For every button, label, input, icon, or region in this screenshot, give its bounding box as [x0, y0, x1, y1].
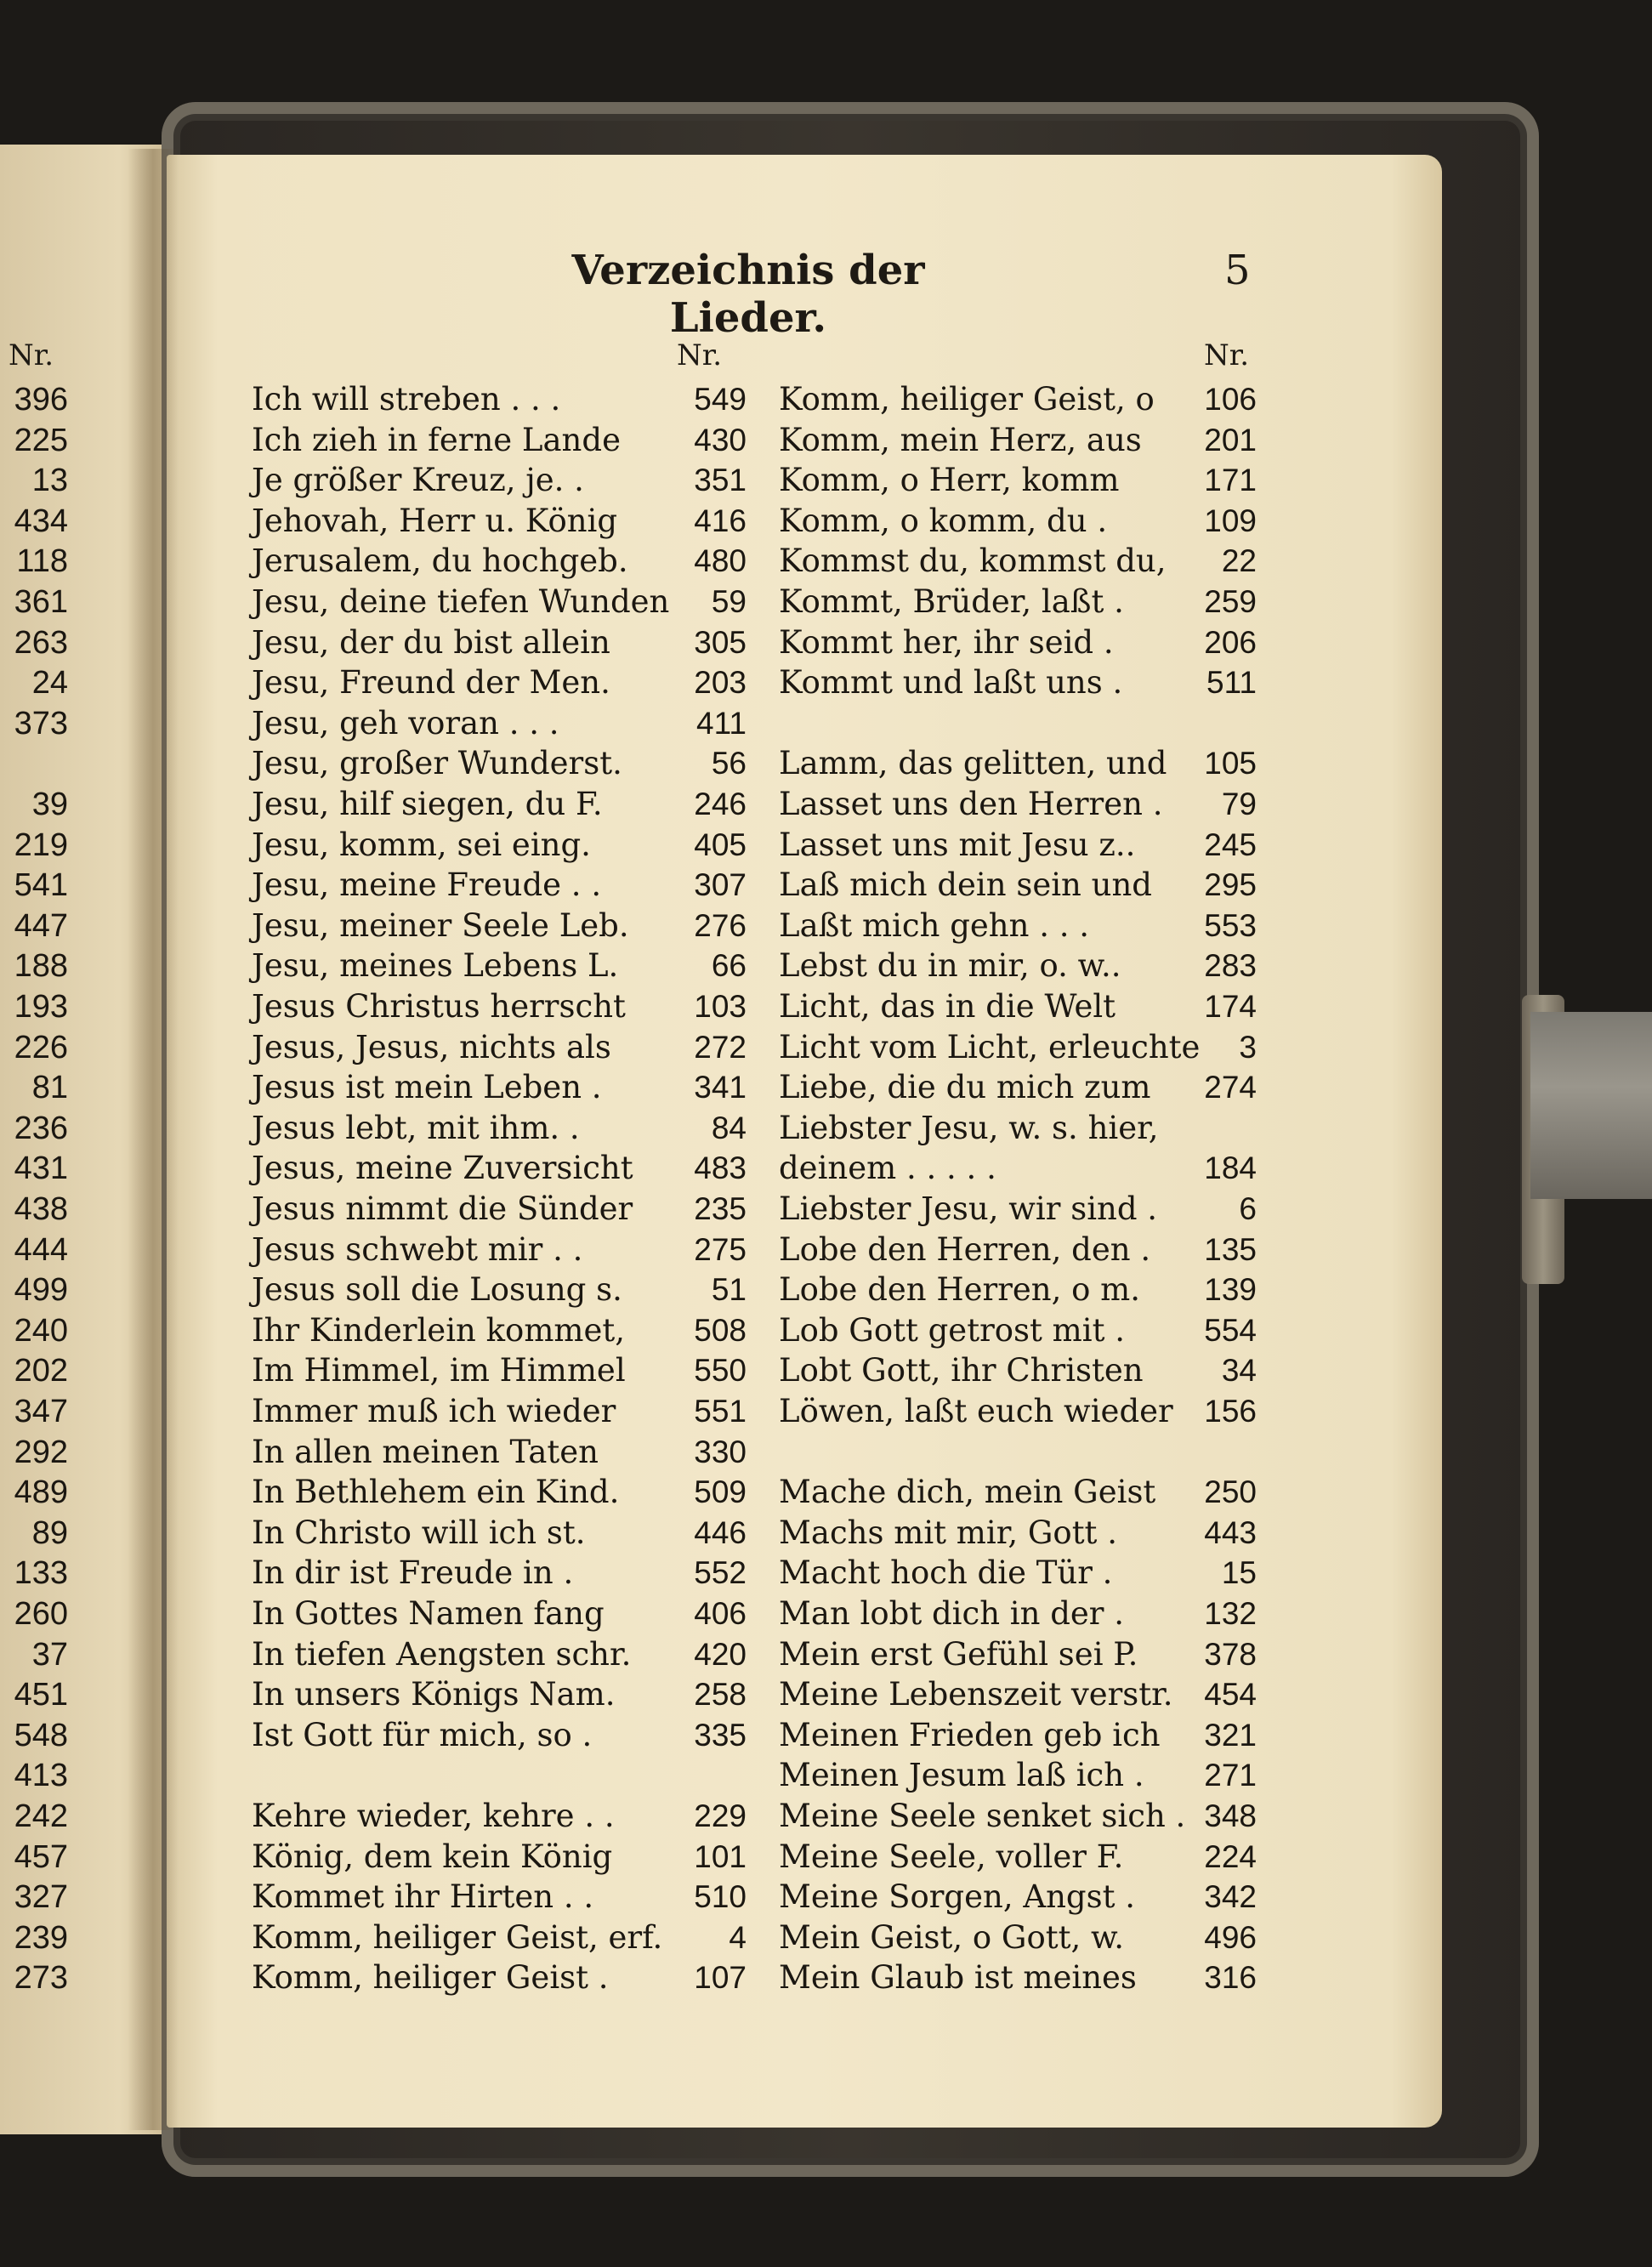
hymn-title: Je größer Kreuz, je. .: [252, 462, 584, 499]
index-entry: [779, 1148, 1257, 1189]
hymn-title: Jesus lebt, mit ihm. .: [252, 1109, 580, 1146]
index-entry: [779, 1553, 1257, 1594]
index-entry: [252, 784, 747, 825]
hymn-title: Jesu, komm, sei eing.: [252, 826, 591, 863]
index-entry: [779, 1957, 1257, 1998]
hymn-number: 235: [694, 1191, 747, 1226]
hymn-number: 258: [694, 1677, 747, 1713]
hymn-title: Kommst du, kommst du,: [779, 543, 1167, 580]
hymn-number: 229: [694, 1798, 747, 1833]
hymn-number: 135: [1204, 1231, 1257, 1267]
hymn-number: 550: [694, 1353, 747, 1389]
hymn-title: Ich zieh in ferne Lande: [252, 421, 621, 458]
hymn-title: Jesus, meine Zuversicht: [252, 1150, 633, 1187]
page-gutter: [128, 149, 179, 2130]
hymn-title: Kommt, Brüder, laßt .: [779, 583, 1124, 620]
hymn-number: 496: [1204, 1919, 1257, 1955]
index-entry: [779, 1674, 1257, 1715]
index-entry: [252, 1755, 747, 1796]
index-entry: [779, 1715, 1257, 1756]
hymn-title: In allen meinen Taten: [252, 1433, 599, 1470]
hymn-title: In Bethlehem ein Kind.: [252, 1474, 620, 1511]
hymn-title: Meine Seele senket sich .: [779, 1798, 1186, 1834]
hymn-number: 139: [1204, 1272, 1257, 1308]
hymn-number: 203: [694, 665, 747, 701]
right-column-nr-header: Nr.: [1204, 338, 1250, 372]
hymn-number: 554: [1204, 1312, 1257, 1348]
left-page-number: 188: [14, 948, 68, 985]
hymn-title: Macht hoch die Tür .: [779, 1554, 1113, 1592]
hymn-number: 511: [1206, 665, 1257, 701]
left-page-number: 37: [31, 1636, 68, 1673]
index-entry: [252, 1837, 747, 1878]
index-entry: [779, 460, 1257, 501]
index-entry: [779, 501, 1257, 542]
hymn-title: Im Himmel, im Himmel: [252, 1352, 626, 1389]
hymn-number: 22: [1221, 543, 1257, 579]
hymn-number: 276: [694, 907, 747, 943]
index-entry: [252, 1230, 747, 1270]
left-page-number: 225: [14, 422, 68, 458]
index-entry: [252, 1957, 747, 1998]
index-entry: [252, 1674, 747, 1715]
left-page-number: 219: [14, 827, 68, 863]
hymn-number: 316: [1204, 1960, 1257, 1996]
left-page-number: 292: [14, 1434, 68, 1470]
index-entry: [252, 1310, 747, 1351]
hymn-number: 107: [694, 1960, 747, 1996]
left-page-number: 226: [14, 1029, 68, 1065]
index-entry: [252, 1513, 747, 1554]
hymn-title: deinem . . . . .: [779, 1150, 996, 1187]
hymn-title: Lasset uns mit Jesu z..: [779, 826, 1136, 863]
index-entry: [779, 743, 1257, 784]
hymn-title: Mein Glaub ist meines: [779, 1959, 1137, 1997]
left-page-number: 548: [14, 1717, 68, 1753]
index-entry: [779, 1634, 1257, 1675]
left-page-number: 39: [31, 787, 68, 822]
index-entry: [252, 582, 747, 622]
left-page-number: 263: [14, 624, 68, 661]
hymn-title: Jesus ist mein Leben .: [252, 1069, 602, 1106]
index-entry: [779, 1108, 1257, 1149]
index-entry: [252, 1594, 747, 1634]
hymn-number: 105: [1204, 746, 1257, 781]
left-page-number: 240: [14, 1312, 68, 1349]
left-page-number: 202: [14, 1353, 68, 1389]
index-entry: [779, 379, 1257, 420]
hymn-number: 246: [694, 787, 747, 821]
hymn-number: 274: [1204, 1070, 1257, 1105]
hymn-number: 510: [694, 1879, 747, 1915]
index-entry: [779, 946, 1257, 986]
index-entry: [779, 1270, 1257, 1310]
index-entry: [779, 906, 1257, 946]
hymn-number: 106: [1204, 382, 1257, 417]
index-entry: [779, 1837, 1257, 1878]
left-page-number: 273: [14, 1960, 68, 1997]
left-page-number: 361: [14, 584, 68, 620]
hymn-number: 184: [1204, 1151, 1257, 1186]
index-entry: [252, 906, 747, 946]
index-entry: [252, 1715, 747, 1756]
index-entry: [252, 501, 747, 542]
hymn-number: 295: [1204, 867, 1257, 903]
left-page-number: 541: [14, 867, 68, 904]
index-entry: [779, 1432, 1257, 1473]
index-entry: [252, 460, 747, 501]
hymn-number: 420: [694, 1636, 747, 1672]
hymn-number: 171: [1204, 463, 1257, 498]
hymn-number: 416: [694, 503, 747, 538]
hymn-title: Ihr Kinderlein kommet,: [252, 1311, 626, 1349]
hymn-number: 201: [1204, 422, 1257, 457]
left-page-number: 81: [31, 1070, 68, 1106]
hymn-title: Jesu, meines Lebens L.: [252, 947, 619, 985]
hymn-title: In Christo will ich st.: [252, 1514, 586, 1551]
hymn-number: 341: [694, 1070, 747, 1105]
index-entry: [252, 1108, 747, 1149]
left-page-number: 457: [14, 1838, 68, 1875]
index-entry: [779, 1877, 1257, 1918]
book-clasp: [1530, 1012, 1652, 1199]
hymn-number: 348: [1204, 1798, 1257, 1833]
hymn-number: 34: [1221, 1353, 1257, 1389]
hymn-number: 79: [1221, 787, 1257, 821]
hymn-number: 483: [694, 1151, 747, 1186]
hymn-number: 272: [694, 1029, 747, 1065]
hymn-number: 330: [694, 1434, 747, 1469]
hymn-number: 84: [711, 1110, 747, 1145]
index-entry: [252, 1027, 747, 1068]
hymn-number: 259: [1204, 584, 1257, 619]
hymn-title: Meine Sorgen, Angst .: [779, 1878, 1135, 1916]
hymn-title: Meinen Jesum laß ich .: [779, 1757, 1144, 1794]
index-entry: [252, 946, 747, 986]
left-page-number: 327: [14, 1879, 68, 1916]
hymn-number: 508: [694, 1312, 747, 1348]
hymn-number: 283: [1204, 948, 1257, 984]
hymn-number: 411: [696, 705, 747, 741]
hymn-number: 552: [694, 1555, 747, 1591]
hymn-title: Jesu, meiner Seele Leb.: [252, 906, 629, 944]
hymn-title: In dir ist Freude in .: [252, 1554, 574, 1592]
hymn-title: Jehovah, Herr u. König: [252, 502, 618, 539]
page-number: 5: [1224, 247, 1251, 294]
index-entry: [252, 1877, 747, 1918]
hymn-title: Kehre wieder, kehre . .: [252, 1798, 615, 1834]
hymn-number: 250: [1204, 1474, 1257, 1510]
hymn-title: Laß mich dein sein und: [779, 866, 1152, 904]
hymn-number: 342: [1204, 1879, 1257, 1915]
hymn-title: Kommet ihr Hirten . .: [252, 1878, 594, 1916]
hymn-number: 335: [694, 1717, 747, 1753]
index-entry: [252, 541, 747, 582]
index-entry: [252, 1270, 747, 1310]
hymn-title: Kommt und laßt uns .: [779, 664, 1123, 702]
index-entry: [252, 1553, 747, 1594]
hymn-title: Löwen, laßt euch wieder: [779, 1393, 1173, 1429]
left-page-number: 434: [14, 503, 68, 539]
hymn-title: Jesu, deine tiefen Wunden: [252, 583, 670, 620]
left-page-number: 89: [31, 1514, 68, 1551]
hymn-number: 271: [1204, 1758, 1257, 1793]
left-page-number: 396: [14, 382, 68, 418]
hymn-title: Komm, heiliger Geist, erf.: [252, 1918, 663, 1956]
index-entry: [779, 1067, 1257, 1108]
hymn-title: Ich will streben . . .: [252, 381, 561, 418]
hymn-title: Lobe den Herren, den .: [779, 1230, 1151, 1268]
hymn-title: Meine Seele, voller F.: [779, 1838, 1124, 1875]
left-column-nr-header: Nr.: [677, 338, 723, 372]
hymn-number: 174: [1204, 989, 1257, 1024]
index-entry: [779, 1594, 1257, 1634]
hymn-number: 51: [711, 1272, 747, 1308]
hymn-number: 3: [1239, 1029, 1257, 1065]
left-page-number: 118: [16, 543, 68, 580]
left-page-number: 444: [14, 1231, 68, 1268]
index-entry: [252, 743, 747, 784]
index-entry: [779, 1310, 1257, 1351]
left-page-number: 239: [14, 1919, 68, 1956]
hymn-number: 66: [711, 948, 747, 984]
page-title: Verzeichnis der Lieder.: [571, 247, 925, 342]
hymn-number: 454: [1204, 1677, 1257, 1713]
index-entry: [252, 1472, 747, 1513]
index-entry: [779, 541, 1257, 582]
hymn-number: 551: [694, 1394, 747, 1429]
hymn-number: 509: [694, 1474, 747, 1510]
index-entry: [252, 1067, 747, 1108]
index-entry: [779, 1513, 1257, 1554]
hymn-number: 549: [694, 382, 747, 417]
hymn-title: Jesus schwebt mir . .: [252, 1230, 583, 1268]
index-entry: [252, 1796, 747, 1837]
index-entry: [779, 825, 1257, 866]
hymn-title: In tiefen Aengsten schr.: [252, 1635, 632, 1673]
left-page-number: 24: [31, 665, 68, 702]
left-page-number: 260: [14, 1596, 68, 1632]
hymn-title: Komm, o komm, du .: [779, 502, 1108, 539]
hymn-number: 132: [1204, 1596, 1257, 1631]
left-page-number: 347: [14, 1394, 68, 1429]
hymn-title: Lobt Gott, ihr Christen: [779, 1352, 1144, 1389]
hymn-number: 224: [1204, 1838, 1257, 1874]
left-page-number: 133: [14, 1555, 68, 1592]
hymn-title: Ist Gott für mich, so .: [252, 1716, 593, 1753]
hymn-title: Jesu, der du bist allein: [252, 623, 610, 661]
hymn-title: Licht vom Licht, erleuchte: [779, 1028, 1201, 1065]
hymn-title: Mache dich, mein Geist: [779, 1474, 1156, 1511]
index-entry: [779, 662, 1257, 703]
left-page-nr-header: Nr.: [9, 338, 54, 372]
left-page-number: 451: [14, 1677, 68, 1713]
hymn-title: Lamm, das gelitten, und: [779, 745, 1167, 782]
hymn-title: Immer muß ich wieder: [252, 1393, 616, 1429]
index-entry: [252, 825, 747, 866]
index-entry: [252, 986, 747, 1027]
hymn-title: Jesus, Jesus, nichts als: [252, 1028, 611, 1065]
hymn-title: Machs mit mir, Gott .: [779, 1514, 1117, 1551]
hymn-number: 275: [694, 1231, 747, 1267]
left-page-number: 447: [14, 907, 68, 944]
hymn-title: Laßt mich gehn . . .: [779, 906, 1090, 944]
hymn-title: Liebe, die du mich zum: [779, 1069, 1151, 1106]
hymn-number: 378: [1204, 1636, 1257, 1672]
hymn-number: 480: [694, 543, 747, 579]
index-entry: [252, 1432, 747, 1473]
index-entry: [779, 986, 1257, 1027]
hymn-number: 245: [1204, 827, 1257, 862]
hymn-title: In Gottes Namen fang: [252, 1595, 605, 1632]
hymn-number: 443: [1204, 1514, 1257, 1550]
left-page-number: 499: [14, 1272, 68, 1309]
hymn-number: 351: [694, 463, 747, 498]
hymn-number: 156: [1204, 1394, 1257, 1429]
index-entry: [779, 420, 1257, 461]
hymn-title: In unsers Königs Nam.: [252, 1676, 616, 1713]
hymn-title: Jesus nimmt die Sünder: [252, 1190, 633, 1227]
left-page-number: 13: [31, 463, 68, 499]
index-entry: [779, 1027, 1257, 1068]
hymn-number: 305: [694, 624, 747, 660]
hymn-title: Lobe den Herren, o m.: [779, 1271, 1141, 1309]
hymn-title: Komm, o Herr, komm: [779, 462, 1120, 499]
hymn-title: Liebster Jesu, wir sind .: [779, 1190, 1158, 1227]
hymn-title: Jesu, Freund der Men.: [252, 664, 610, 702]
hymn-title: Lob Gott getrost mit .: [779, 1311, 1125, 1349]
hymn-title: Licht, das in die Welt: [779, 988, 1116, 1025]
hymn-title: Mein erst Gefühl sei P.: [779, 1635, 1138, 1673]
hymn-title: Jesus soll die Losung s.: [252, 1271, 622, 1309]
hymn-title: Komm, heiliger Geist .: [252, 1959, 609, 1997]
index-entry: [779, 703, 1257, 744]
hymn-number: 109: [1204, 503, 1257, 538]
index-entry: [779, 622, 1257, 663]
index-entry: [779, 1918, 1257, 1958]
index-entry: [252, 662, 747, 703]
hymn-title: Meine Lebenszeit verstr.: [779, 1676, 1173, 1713]
hymn-title: Lasset uns den Herren .: [779, 786, 1163, 822]
index-entry: [779, 582, 1257, 622]
hymn-title: Jerusalem, du hochgeb.: [252, 543, 628, 580]
index-entry: [779, 784, 1257, 825]
left-page-number: 242: [14, 1798, 68, 1834]
left-page-number: 413: [14, 1758, 68, 1794]
index-entry: [779, 1472, 1257, 1513]
left-page-number: 236: [14, 1110, 68, 1146]
index-entry: [252, 420, 747, 461]
index-entry: [252, 1918, 747, 1958]
index-entry: [252, 865, 747, 906]
index-entry: [779, 1755, 1257, 1796]
index-entry: [779, 1230, 1257, 1270]
hymn-number: 103: [694, 989, 747, 1024]
left-page-number: 373: [14, 705, 68, 741]
hymn-title: Meinen Frieden geb ich: [779, 1716, 1161, 1753]
hymn-title: Komm, mein Herz, aus: [779, 421, 1142, 458]
index-entry: [252, 622, 747, 663]
index-entry: [252, 1391, 747, 1432]
hymn-title: Liebster Jesu, w. s. hier,: [779, 1109, 1159, 1146]
hymn-title: Man lobt dich in der .: [779, 1595, 1125, 1632]
hymn-number: 553: [1204, 907, 1257, 943]
hymn-number: 6: [1239, 1191, 1257, 1226]
left-page-number: 431: [14, 1151, 68, 1187]
left-page-number: 438: [14, 1191, 68, 1227]
index-entry: [252, 1189, 747, 1230]
index-entry: [779, 1189, 1257, 1230]
hymn-number: 405: [694, 827, 747, 862]
hymn-number: 4: [729, 1919, 747, 1955]
hymn-number: 430: [694, 422, 747, 457]
index-entry: [779, 1391, 1257, 1432]
index-entry: [252, 1634, 747, 1675]
index-entry: [779, 865, 1257, 906]
index-entry: [252, 379, 747, 420]
hymn-title: König, dem kein König: [252, 1838, 613, 1875]
index-entry: [252, 1350, 747, 1391]
left-page-number: 193: [14, 989, 68, 1025]
index-entry: [779, 1350, 1257, 1391]
hymn-number: 59: [711, 584, 747, 619]
index-entry: [252, 703, 747, 744]
hymn-number: 56: [711, 746, 747, 781]
hymn-title: Kommt her, ihr seid .: [779, 623, 1114, 661]
hymn-number: 307: [694, 867, 747, 903]
hymn-title: Jesu, geh voran . . .: [252, 704, 559, 741]
hymn-title: Jesu, meine Freude . .: [252, 866, 602, 904]
hymn-title: Mein Geist, o Gott, w.: [779, 1918, 1125, 1956]
hymn-title: Jesu, großer Wunderst.: [252, 745, 622, 782]
left-page-number: 489: [14, 1474, 68, 1511]
hymn-number: 446: [694, 1514, 747, 1550]
index-entry: [252, 1148, 747, 1189]
hymn-title: Jesu, hilf siegen, du F.: [252, 786, 603, 822]
hymn-number: 101: [694, 1838, 747, 1874]
hymn-title: Jesus Christus herrscht: [252, 988, 626, 1025]
index-entry: [779, 1796, 1257, 1837]
hymn-number: 321: [1204, 1717, 1257, 1753]
hymn-number: 206: [1204, 624, 1257, 660]
hymn-number: 15: [1221, 1555, 1257, 1591]
hymn-title: Lebst du in mir, o. w..: [779, 947, 1121, 985]
hymn-number: 406: [694, 1596, 747, 1631]
hymn-title: Komm, heiliger Geist, o: [779, 381, 1155, 418]
